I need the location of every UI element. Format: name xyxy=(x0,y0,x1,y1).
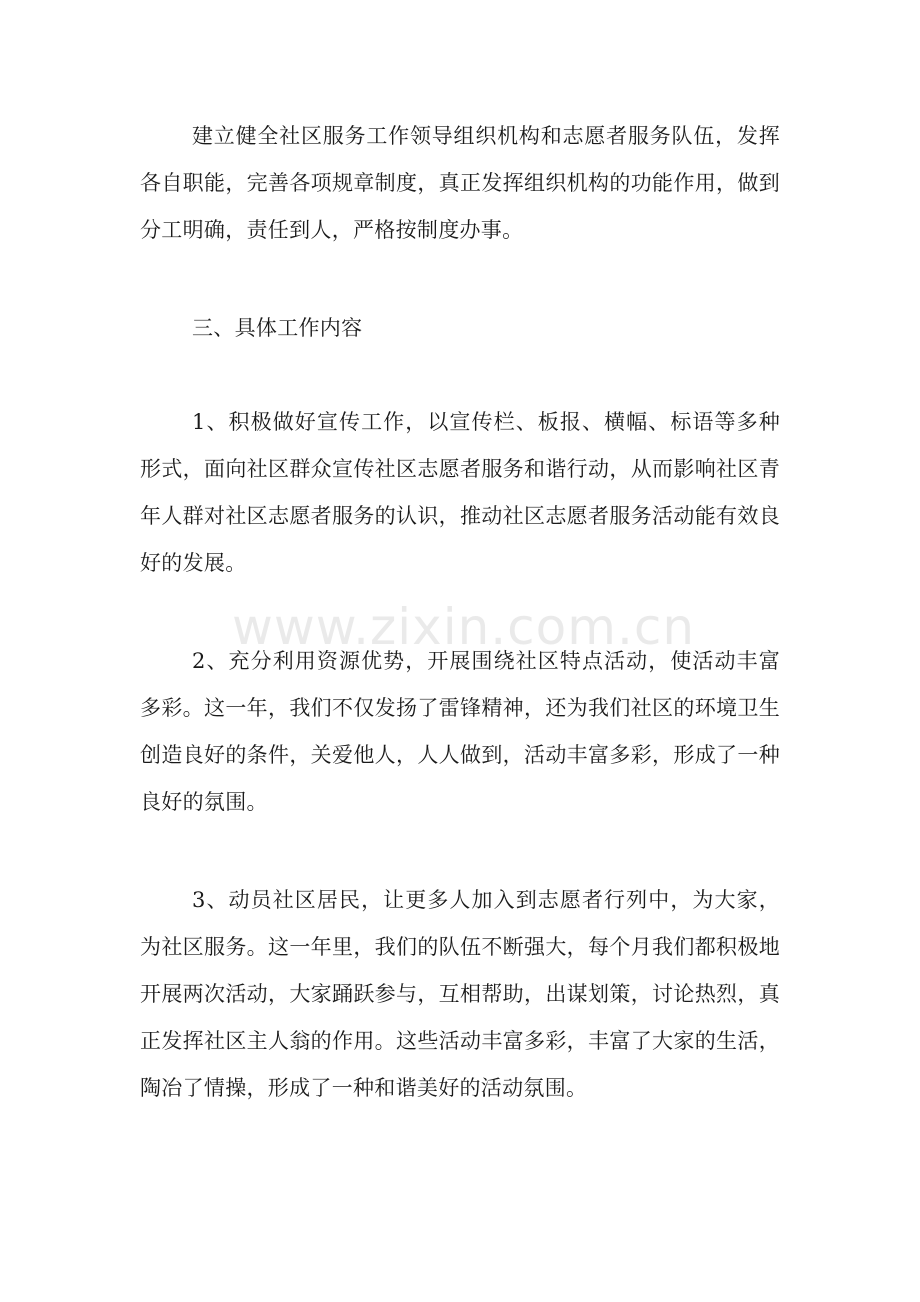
item-2-paragraph: 2、充分利用资源优势，开展围绕社区特点活动，使活动丰富多彩。这一年，我们不仅发扬了雷锋精神，还为我们社区的环境卫生创造良好的条件，关爱他人，人人做到，活动丰富多彩，形成了一种良好的氛围。 xyxy=(140,649,780,814)
intro-paragraph: 建立健全社区服务工作领导组织机构和志愿者服务队伍，发挥各自职能，完善各项规章制度，真正发挥组织机构的功能作用，做到分工明确，责任到人，严格按制度办事。 xyxy=(140,124,780,242)
item-3-paragraph: 3、动员社区居民，让更多人加入到志愿者行列中，为大家，为社区服务。这一年里，我们的队伍不断强大，每个月我们都积极地开展两次活动，大家踊跃参与，互相帮助，出谋划策，讨论热烈，真正发挥社区主人翁的作用。这些活动丰富多彩，丰富了大家的生活，陶冶了情操，形成了一种和谐美好的活动氛围。 xyxy=(140,888,780,1100)
watermark-text: www.zixin.com.cn xyxy=(232,598,696,656)
item-1-paragraph: 1、积极做好宣传工作，以宣传栏、板报、横幅、标语等多种形式，面向社区群众宣传社区志愿者服务和谐行动，从而影响社区青年人群对社区志愿者服务的认识，推动社区志愿者服务活动能有效良好的发展。 xyxy=(140,410,780,575)
section-heading: 三、具体工作内容 xyxy=(192,316,363,340)
